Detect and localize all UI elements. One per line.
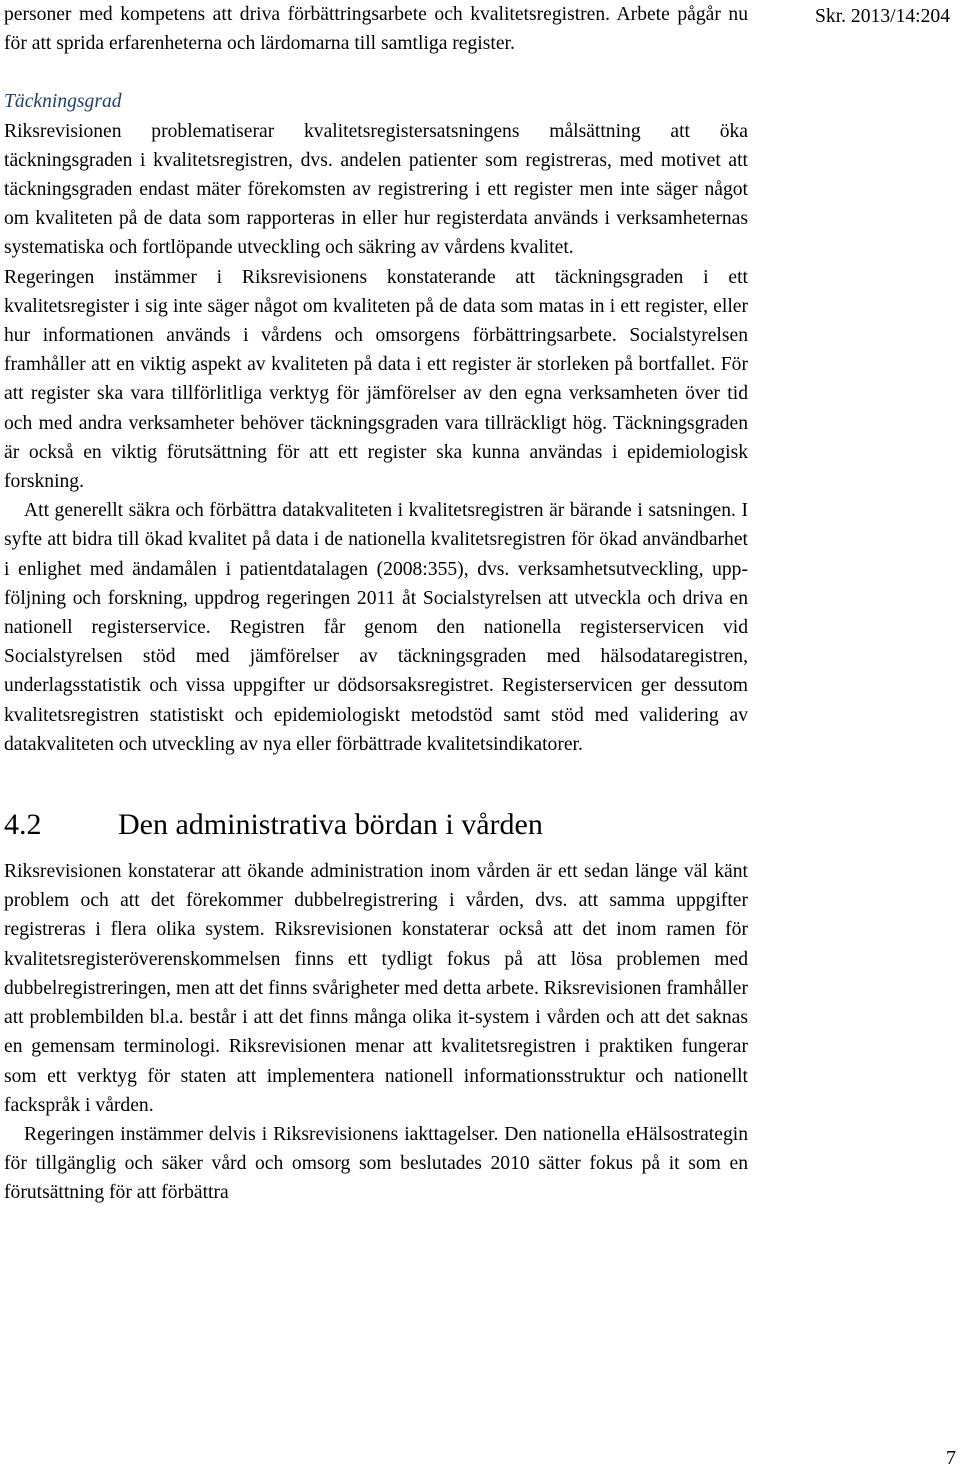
section-title: Den administrativa bördan i vården <box>118 808 543 842</box>
subsection-heading: Täckningsgrad <box>4 91 122 113</box>
page-number: 7 <box>946 1447 956 1469</box>
text-column <box>4 0 748 1208</box>
intro-paragraph: personer med kompetens att driva förbättringsarbete och kvalitetsregistren. Arbete pågår nu för att sprida erfarenheterna och lärdomarna till samtliga register. <box>4 4 748 55</box>
section-paragraph-1: Riksrevisionen konstaterar att ökande administration inom vården är ett sedan länge väl känt problem och att det förekommer dubbelregistrering i vården, dvs. att samma uppgifter registreras i flera olika system. Riksrevisionen konstaterar också att det inom ramen för kvalitetsregisteröverenskommelsen finns ett tydligt fokus på att lösa problemen med dubbelregistreringen, men att det finns svårigheter med detta arbete. Riksrevisionen framhåller att problembilden bl.a. består i att det finns många olika it-system i vården och att det saknas en gemensam terminologi. Riksrevisionen menar att kvalitetsregistren i praktiken fungerar som ett verktyg för staten att implementera nationell informationsstruktur och nationellt fackspråk i vården. <box>4 861 748 1116</box>
section-paragraph-2: Regeringen instämmer delvis i Riksrevisionens iakttagelser. Den nationella eHälsostrategin för tillgänglig och säker vård och omsorg som beslutades 2010 sätter fokus på it som en förutsättning för att förbättra <box>4 1123 748 1204</box>
section-heading <box>4 805 748 845</box>
section-number: 4.2 <box>4 808 42 842</box>
subsection-paragraph-1: Riksrevisionen problematiserar kvalitetsregistersatsningens målsättning att öka täckningsgraden i kvalitetsregistren, dvs. andelen patienter som registreras, med motivet att täckningsgraden endast mäter förekomsten av registrering i ett register men inte säger något om kvaliteten på de data som rapporteras in eller hur registerdata används i verksamheternas systematiska och fortlöpande utveckling och säkring av vårdens kvalitet. <box>4 120 748 259</box>
subsection-paragraph-3: Att generellt säkra och förbättra datakvaliteten i kvalitetsregistren är bärande i satsningen. I syfte att bidra till ökad kvalitet på data i de nationella kvalitetsregistren för ökad användbarhet i enlighet med ändamålen i patientdatalagen (2008:355), dvs. verksamhetsutveckling, uppföljning och forskning, uppdrog regeringen 2011 åt Socialstyrelsen att utveckla och driva en nationell registerservice. Registren får genom den nationella registerservicen vid Socialstyrelsen stöd med jämförelser av täckningsgraden med hälsodataregistren, underlagsstatistik och vissa uppgifter ur dödsorsaksregistret. Registerservicen ger dessutom kvalitetsregistren statistiskt och epidemiologiskt metodstöd samt stöd med validering av datakvaliteten och utveckling av nya eller förbättrade kvalitetsindikatorer. <box>4 500 748 755</box>
document-reference: Skr. 2013/14:204 <box>815 6 950 27</box>
subsection-paragraph-2: Regeringen instämmer i Riksrevisionens konstaterande att täckningsgraden i ett kvalitetsregister i sig inte säger något om kvaliteten på de data som matas in i ett register, eller hur informationen används i vårdens och omsorgens förbättringsarbete. Socialstyrelsen framhåller att en viktig aspekt av kvaliteten på data i ett register är storleken på bortfallet. För att register ska vara tillförlitliga verktyg för jämförelser av den egna verksamheten över tid och med andra verksamheter behöver täckningsgraden vara tillräckligt hög. Täckningsgraden är också en viktig förutsättning för att ett register ska kunna användas i epidemiologisk forskning. <box>4 266 748 493</box>
